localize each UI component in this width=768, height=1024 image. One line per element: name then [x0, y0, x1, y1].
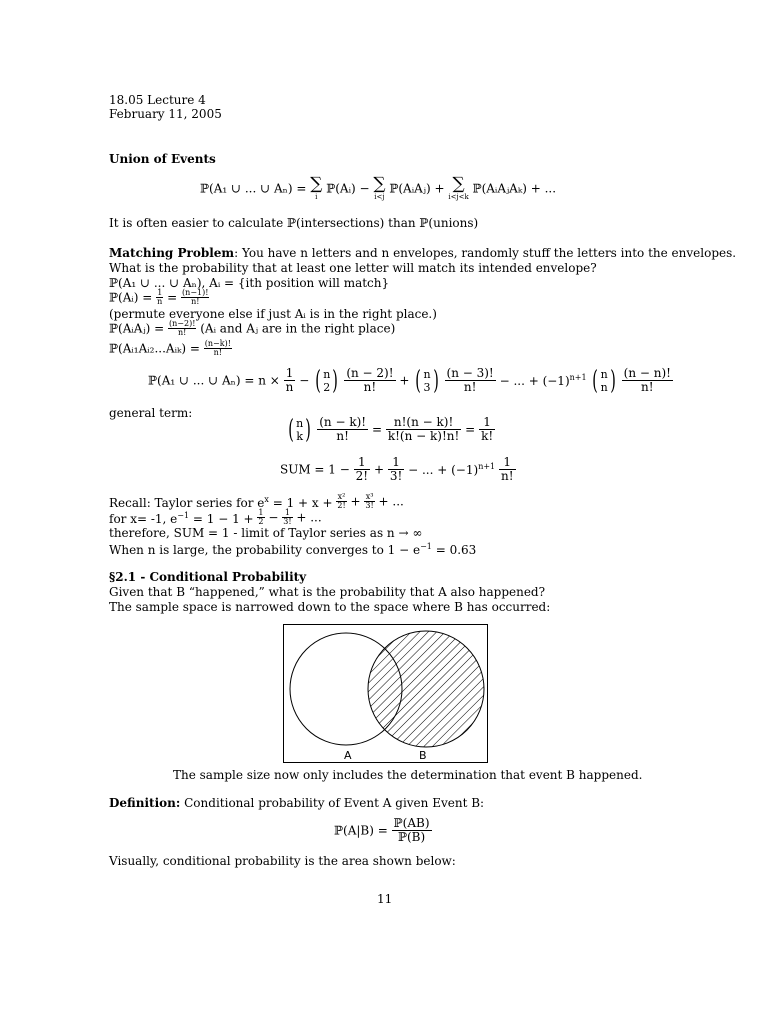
therefore-line: therefore, SUM = 1 - limit of Taylor series as n → ∞: [109, 526, 423, 540]
event-a-label: A: [344, 749, 352, 762]
venn-caption: The sample size now only includes the determination that event B happened.: [173, 768, 643, 782]
numerator: (n − k)!: [319, 415, 367, 429]
fraction: [499, 456, 516, 483]
union-term-3: ℙ(AᵢAⱼAₖ) + ...: [472, 181, 557, 196]
denominator: 3!: [389, 469, 403, 483]
denominator: n!: [336, 429, 349, 443]
definition-heading: Definition:: [109, 796, 181, 810]
forx-pre: [109, 512, 254, 526]
matching-line-1: ℙ(A₁ ∪ ... ∪ Aₙ), Aᵢ = {ith position will match}: [109, 276, 390, 290]
denominator: 2: [258, 517, 264, 526]
denominator: 3!: [283, 517, 292, 526]
recall-pre: [109, 496, 333, 510]
numerator: (n−1)!: [182, 288, 209, 297]
matching-line-4: [109, 320, 395, 337]
p-aiaj-lhs: ℙ(AᵢAⱼ) =: [109, 321, 165, 336]
fraction: [204, 340, 232, 357]
conditional-heading: §2.1 - Conditional Probability: [109, 570, 307, 584]
minus-sign: −: [299, 373, 310, 388]
expansion-mid-text: − ... + (−1): [499, 374, 570, 388]
numerator: 1: [157, 288, 163, 297]
fraction: [364, 493, 374, 510]
union-term-2: ℙ(AᵢAⱼ) +: [389, 181, 445, 196]
equals-sign: =: [167, 290, 178, 305]
forx-end: + ...: [296, 510, 322, 525]
exponent: −1: [177, 511, 190, 520]
binomial: ( n 3 ): [415, 365, 439, 396]
recall-mid: = 1 + x +: [268, 496, 333, 510]
venn-diagram: [283, 624, 489, 764]
recall-end: + ...: [378, 494, 404, 509]
numerator: (n−k)!: [204, 339, 231, 348]
binomial-top: n: [600, 367, 608, 381]
binomial: ( n k ): [288, 414, 312, 445]
binomial-top: n: [323, 367, 331, 381]
fraction: [392, 817, 432, 844]
fraction: [257, 509, 264, 526]
binomial: ( n n ): [592, 365, 616, 396]
for-x-line: [109, 509, 322, 526]
visual-line: Visually, conditional probability is the area shown below:: [109, 854, 456, 868]
sum-symbol: ∑ i<j<k: [448, 174, 469, 201]
sum-index: i: [315, 193, 318, 201]
matching-heading: Matching Problem: [109, 246, 235, 260]
matching-intro-1: [109, 246, 736, 260]
fraction: [622, 367, 673, 394]
exponent: −1: [420, 542, 432, 551]
fraction: [168, 320, 196, 337]
denominator: ℙ(B): [397, 830, 426, 844]
denominator: k!(n − k)!n!: [387, 429, 460, 443]
fraction: [181, 289, 209, 306]
fraction: [445, 367, 496, 394]
fraction: [284, 367, 296, 394]
matching-line-2: [109, 289, 209, 306]
denominator: n!: [641, 380, 654, 394]
sum-symbol: ∑ i<j: [373, 174, 386, 201]
fraction: [388, 456, 404, 483]
denominator: n!: [213, 348, 223, 357]
sum-mid-text: − ... + (−1): [408, 463, 479, 477]
numerator: 1: [388, 456, 404, 470]
expansion-lhs: ℙ(A₁ ∪ ... ∪ Aₙ) = n ×: [148, 373, 280, 388]
expansion-middle: [500, 374, 587, 388]
numerator: ℙ(AB): [393, 816, 430, 830]
lecture-title: 18.05 Lecture 4: [109, 93, 206, 107]
union-term-1: ℙ(Aᵢ) −: [326, 181, 370, 196]
union-note: It is often easier to calculate ℙ(intersections) than ℙ(unions): [109, 216, 479, 230]
event-b-circle: [368, 631, 484, 747]
large-n-text: When n is large, the probability converges to 1 − e: [109, 543, 421, 557]
fraction: [344, 367, 395, 394]
numerator: 1: [282, 509, 292, 518]
equals-sign: =: [465, 422, 476, 437]
numerator: (n−2)!: [169, 319, 196, 328]
binomial-bottom: k: [296, 429, 304, 443]
numerator: 1: [284, 367, 296, 381]
exponent: x: [264, 495, 269, 504]
sum-symbol: ∑ i: [310, 174, 323, 201]
numerator: (n − 3)!: [446, 366, 494, 380]
page-number: 11: [377, 892, 393, 906]
denominator: n!: [363, 380, 377, 394]
forx-mid: = 1 − 1 +: [189, 512, 254, 526]
fraction: [317, 416, 368, 443]
lecture-date: February 11, 2005: [109, 107, 222, 121]
plus-sign: +: [373, 462, 384, 477]
plus-sign: +: [350, 494, 361, 509]
numerator: x²: [337, 492, 346, 501]
aiaj-note: (Aᵢ and Aⱼ are in the right place): [200, 321, 396, 336]
recall-line: [109, 493, 404, 510]
denominator: 2!: [337, 501, 346, 510]
denominator: n!: [191, 297, 200, 306]
fraction: [354, 456, 370, 483]
conditional-line-1: Given that B “happened,” what is the probability that A also happened?: [109, 585, 546, 599]
binomial-top: n: [296, 416, 304, 430]
matching-intro-text: : You have n letters and n envelopes, randomly stuff the letters into the envelopes.: [234, 246, 737, 260]
binomial-bottom: 2: [323, 380, 331, 394]
union-formula-lhs: ℙ(A₁ ∪ ... ∪ Aₙ) =: [200, 181, 307, 196]
union-heading: Union of Events: [109, 152, 216, 166]
fraction: [156, 289, 163, 306]
minus-sign: −: [268, 510, 279, 525]
general-term-formula: [286, 416, 495, 443]
sum-formula: [280, 456, 516, 483]
union-expansion-formula: [148, 367, 673, 394]
fraction: [282, 509, 292, 526]
denominator: n: [157, 297, 163, 306]
numerator: (n − n)!: [623, 366, 671, 380]
binomial-top: n: [423, 367, 431, 381]
sum-index: i<j: [374, 193, 385, 201]
p-aik-lhs: ℙ(Aᵢ₁Aᵢ₂...Aᵢₖ) =: [109, 341, 200, 356]
definition-text: Conditional probability of Event A given Event B:: [180, 796, 485, 810]
denominator: n!: [463, 380, 477, 394]
exponent: n+1: [569, 373, 587, 382]
binomial: ( n 2 ): [315, 365, 339, 396]
numerator: 1: [479, 416, 495, 430]
fraction: [386, 416, 462, 443]
numerator: (n − 2)!: [346, 366, 394, 380]
conditional-line-2: The sample space is narrowed down to the space where B has occurred:: [109, 600, 551, 614]
denominator: n!: [500, 469, 514, 483]
binomial-bottom: n: [600, 380, 608, 394]
sum-lhs: SUM = 1 −: [280, 462, 350, 477]
conditional-lhs: ℙ(A|B) =: [334, 823, 388, 838]
sum-middle: [408, 463, 495, 477]
large-n-line: [109, 540, 476, 557]
denominator: n!: [178, 328, 187, 337]
event-b-label: B: [419, 749, 427, 762]
numerator: 1: [499, 456, 516, 470]
plus-sign: +: [399, 373, 410, 388]
forx-text: for x= -1, e: [109, 512, 178, 526]
denominator: k!: [481, 429, 494, 443]
sum-index: i<j<k: [448, 193, 469, 201]
denominator: 2!: [355, 469, 369, 483]
definition-line: [109, 796, 484, 810]
matching-line-5: [109, 340, 232, 357]
denominator: 3!: [365, 501, 374, 510]
exponent: n+1: [478, 462, 496, 471]
general-term-label: general term:: [109, 406, 193, 420]
numerator: 1: [258, 508, 264, 517]
large-n-end: = 0.63: [431, 543, 477, 557]
conditional-formula: [334, 817, 432, 844]
denominator: n: [285, 380, 294, 394]
matching-line-3: (permute everyone else if just Aᵢ is in the right place.): [109, 307, 437, 321]
matching-intro-2: What is the probability that at least one letter will match its intended envelope?: [109, 261, 597, 275]
numerator: n!(n − k)!: [386, 416, 462, 430]
union-formula: [200, 176, 556, 201]
numerator: x³: [365, 492, 374, 501]
fraction: [336, 493, 346, 510]
fraction: [479, 416, 495, 443]
equals-sign: =: [371, 422, 382, 437]
numerator: 1: [354, 456, 370, 470]
p-ai-lhs: ℙ(Aᵢ) =: [109, 290, 153, 305]
recall-text: Recall: Taylor series for e: [109, 496, 265, 510]
binomial-bottom: 3: [423, 380, 431, 394]
